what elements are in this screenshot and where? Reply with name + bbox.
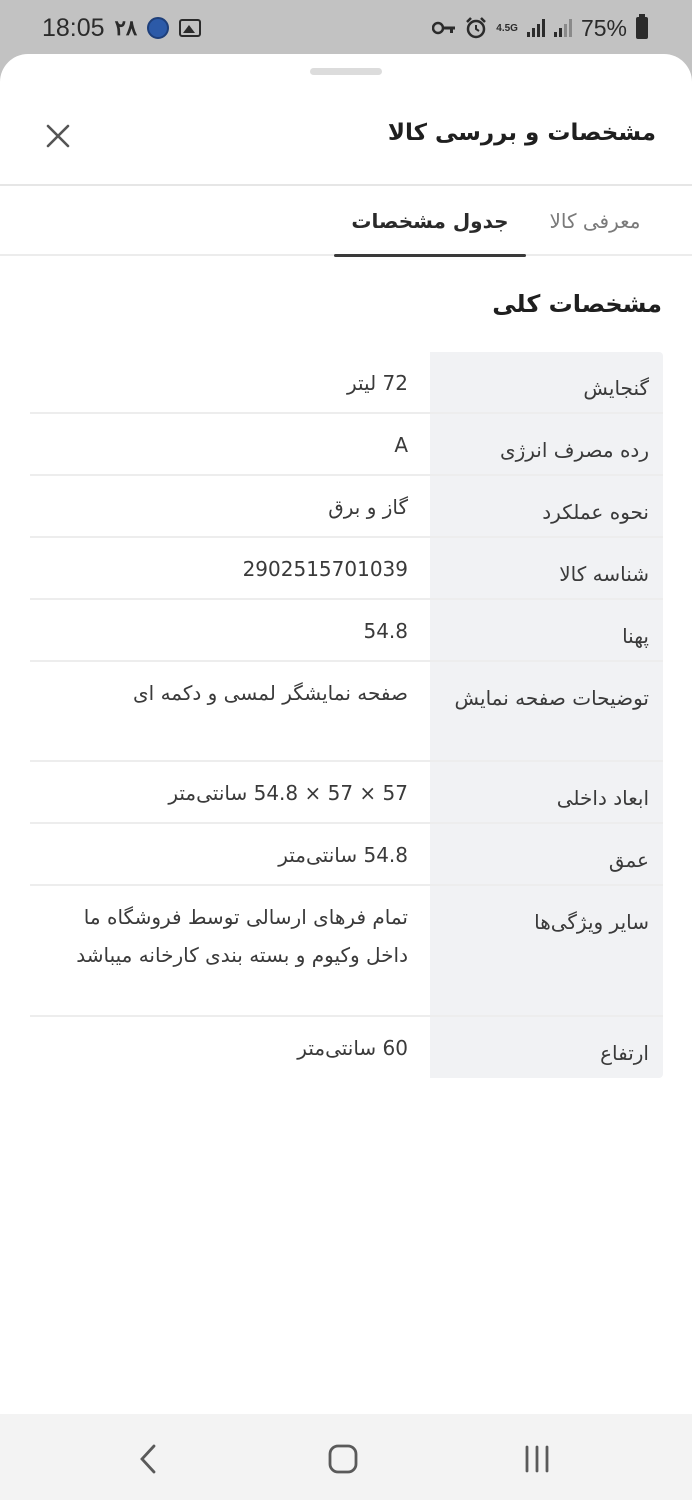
back-button[interactable] bbox=[124, 1434, 174, 1484]
table-row bbox=[30, 600, 663, 662]
tab-bar bbox=[0, 186, 692, 256]
drag-handle[interactable] bbox=[310, 68, 382, 75]
table-row bbox=[30, 662, 663, 762]
spec-key: توضیحات صفحه نمایش bbox=[430, 662, 663, 760]
recents-icon bbox=[522, 1444, 552, 1474]
signal-2-icon bbox=[554, 19, 572, 37]
status-left bbox=[42, 14, 201, 43]
app-notification-icon bbox=[147, 17, 169, 39]
spec-value: 60 سانتی‌متر bbox=[297, 1036, 408, 1060]
status-right bbox=[432, 15, 648, 42]
table-row bbox=[30, 414, 663, 476]
spec-value: 2902515701039 bbox=[242, 557, 408, 581]
sheet-title: مشخصات و بررسی کالا bbox=[387, 120, 656, 146]
spec-key: سایر ویژگی‌ها bbox=[430, 886, 663, 1015]
spec-key: پهنا bbox=[430, 600, 663, 660]
table-row bbox=[30, 352, 663, 414]
table-row bbox=[30, 476, 663, 538]
alarm-icon bbox=[465, 17, 487, 39]
spec-value: 54.8 bbox=[363, 619, 408, 643]
back-icon bbox=[137, 1443, 161, 1475]
spec-value: 57 × 57 × 54.8 سانتی‌متر bbox=[168, 781, 408, 805]
spec-key: ارتفاع bbox=[430, 1017, 663, 1078]
key-icon bbox=[432, 20, 456, 36]
gallery-notification-icon bbox=[179, 19, 201, 37]
spec-value: A bbox=[394, 433, 408, 457]
spec-key: ابعاد داخلی bbox=[430, 762, 663, 822]
spec-value: صفحه نمایشگر لمسی و دکمه ای bbox=[133, 681, 408, 705]
recents-button[interactable] bbox=[512, 1434, 562, 1484]
status-date: ۲۸ bbox=[114, 16, 138, 40]
battery-icon bbox=[636, 17, 648, 39]
spec-value: 54.8 سانتی‌متر bbox=[278, 843, 408, 867]
status-bar bbox=[0, 0, 692, 56]
spec-value: 72 لیتر bbox=[346, 371, 408, 395]
table-row bbox=[30, 824, 663, 886]
battery-percent: 75% bbox=[580, 14, 627, 41]
home-icon bbox=[327, 1443, 359, 1475]
network-type: 4.5G bbox=[496, 22, 518, 34]
table-row bbox=[30, 762, 663, 824]
spec-table bbox=[30, 352, 663, 1078]
tab-product-intro[interactable]: معرفی کالا bbox=[549, 209, 641, 233]
spec-value: تمام فرهای ارسالی توسط فروشگاه ما داخل وکیوم و بسته بندی کارخانه میباشد bbox=[76, 905, 408, 967]
section-title: مشخصات کلی bbox=[492, 290, 662, 318]
home-button[interactable] bbox=[318, 1434, 368, 1484]
close-button[interactable] bbox=[40, 118, 76, 154]
spec-key: عمق bbox=[430, 824, 663, 884]
signal-icon bbox=[527, 19, 545, 37]
table-row bbox=[30, 1017, 663, 1078]
spec-key: رده مصرف انرژی bbox=[430, 414, 663, 474]
spec-value: گاز و برق bbox=[328, 495, 408, 519]
spec-key: گنجایش bbox=[430, 352, 663, 412]
sheet-header bbox=[0, 84, 692, 186]
table-row bbox=[30, 538, 663, 600]
close-icon bbox=[45, 123, 71, 149]
table-row bbox=[30, 886, 663, 1017]
bottom-sheet bbox=[0, 54, 692, 1414]
spec-key: نحوه عملکرد bbox=[430, 476, 663, 536]
system-nav-bar bbox=[0, 1414, 692, 1500]
spec-key: شناسه کالا bbox=[430, 538, 663, 598]
tab-specifications[interactable]: جدول مشخصات bbox=[334, 186, 526, 256]
status-time: 18:05 bbox=[42, 13, 105, 42]
